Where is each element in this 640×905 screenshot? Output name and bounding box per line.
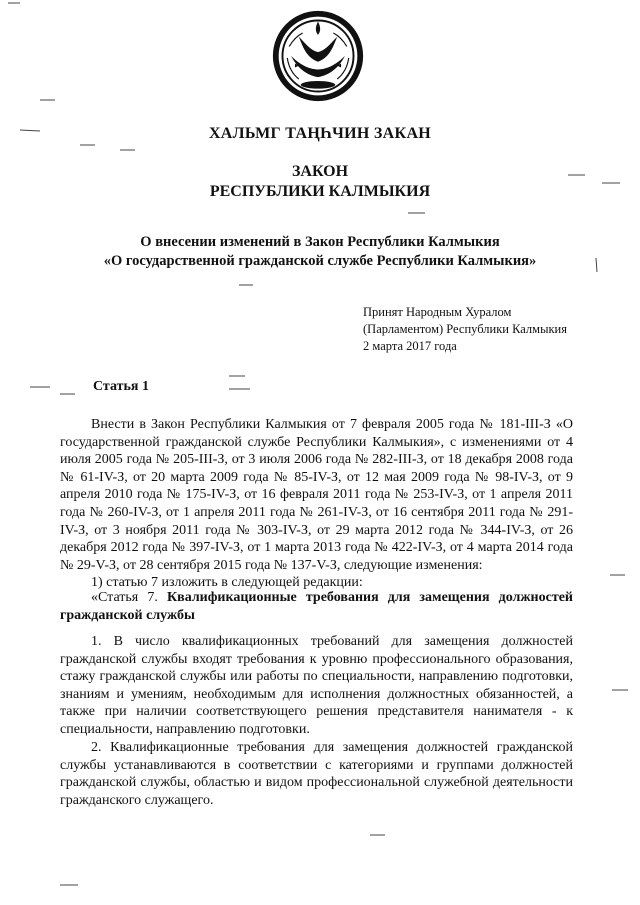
adoption-line-1: Принят Народным Хуралом bbox=[363, 305, 512, 319]
adoption-line-2: (Парламентом) Республики Калмыкия bbox=[363, 322, 567, 336]
new-article-prefix: «Статья 7. bbox=[91, 590, 158, 605]
kalmyk-title: ХАЛЬМГ ТАҢҺЧИН ЗАКАН bbox=[208, 125, 432, 142]
point-2-text: 2. Квалификационные требования для замещения должностей гражданской службы устанавливаются в соответствии с категориями и группами должностей гражданской службы, областью и видом профессиональной служебной деятельности гражданского служащего. bbox=[60, 740, 573, 808]
republic-title: РЕСПУБЛИКИ КАЛМЫКИЯ bbox=[209, 183, 431, 200]
point-1-text: 1. В число квалификационных требований для замещения должностей гражданской службы входят требования к уровню профессионального образования, стажу гражданской службы или работы по специальности, направлению подготовки, знаниям и умениям, необходимым для исполнения должностных обязанностей, а также при наличии соответствующего решения представителя нанимателя - к специальности, направлению подготовки. bbox=[60, 634, 573, 737]
adoption-date: 2 марта 2017 года bbox=[363, 339, 457, 353]
law-title: ЗАКОН bbox=[291, 163, 349, 180]
article-heading: Статья 1 bbox=[93, 379, 149, 394]
item-1-text: 1) статью 7 изложить в следующей редакции: bbox=[91, 575, 363, 591]
subject-line-1: О внесении изменений в Закон Республики Калмыкия bbox=[140, 234, 500, 250]
subject-line-2: «О государственной гражданской службе Республики Калмыкия» bbox=[103, 253, 537, 269]
intro-text: Внести в Закон Республики Калмыкия от 7 февраля 2005 года № 181-III-З «О государственной гражданской службе Республики Калмыкия», с изменениями от 4 июля 2005 года № 205-III-З, от 3 июля 2006 года № 282-III-З, от 18 декабря 2008 года № 61-IV-З, от 20 марта 2009 года № 85-IV-З, от 12 мая 2009 года № 98-IV-З, от 9 апреля 2010 года № 175-IV-З, от 16 февраля 2011 года № 253-IV-З, от 1 апреля 2011 года № 260-IV-З, от 1 апреля 2011 года № 261-IV-З, от 16 сентября 2011 года № 291-IV-З, от 3 ноября 2011 года № 303-IV-З, от 29 марта 2012 года № 344-IV-З, от 26 декабря 2012 года № 397-IV-З, от 1 марта 2013 года № 422-IV-З, от 4 марта 2014 года № 29-V-З, от 28 сентября 2015 года № 137-V-З, следующие изменения: bbox=[60, 417, 573, 573]
new-article-title: Квалификационные требования для замещения должностей гражданской службы bbox=[60, 590, 573, 623]
